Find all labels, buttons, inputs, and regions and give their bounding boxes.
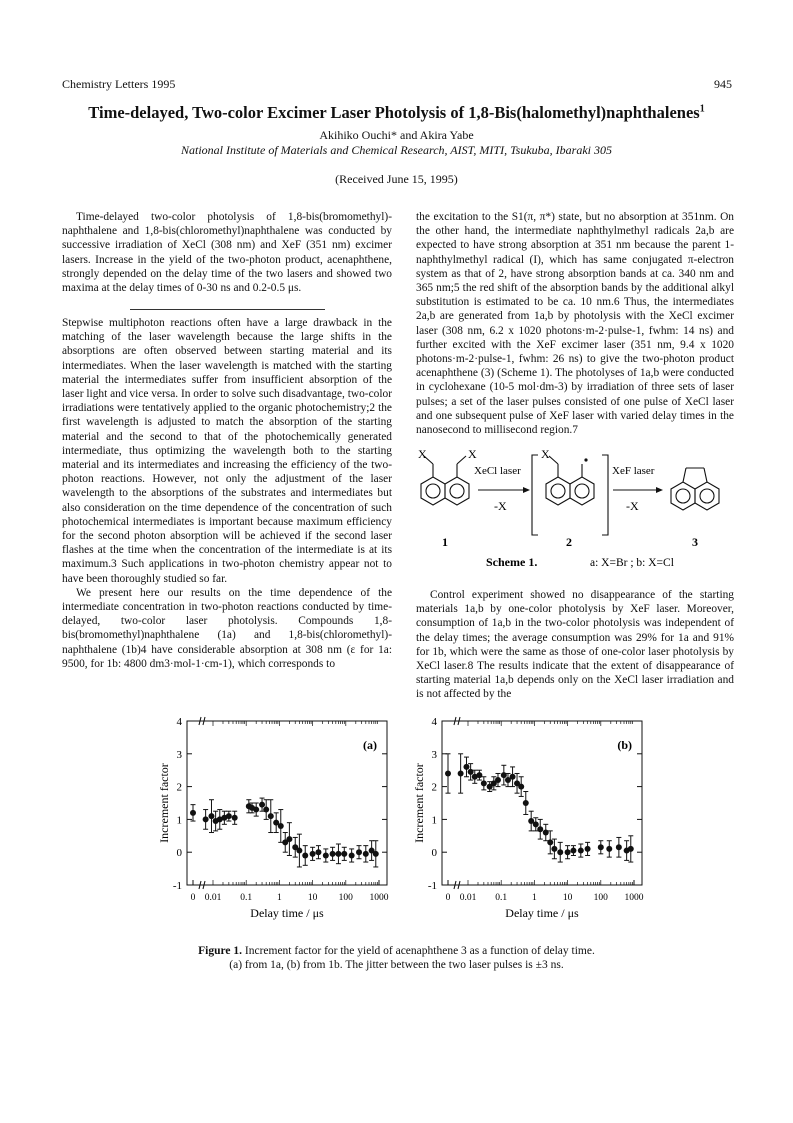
left-paragraph-1: Stepwise multiphoton reactions often have a large drawback in the matching of the laser wavelength because the large shifts in the absorptions are often observed between starting material and its intermediates. When the laser wavelength is matched with the starting material the intermediates suffer from insufficient absorption of the laser light and vice versa. In order to solve such disadvantage, two-color irradiations were tentatively applied to the organic photochemistry;2 the first wavelength is adjusted to match the absorption of the starting material and the second to that of the photochemically generated intermediate, thus optimizing the wavelength both to the starting material and its intermediates and increasing the efficiency of the two-photon reactions. However, not only the adjustment of the laser wavelength to the absorptions of the substrates and intermediates but also consideration on the time dependence of the concentration of such photochemical intermediates is important because maximum efficiency for the second photon absorption will be achieved if the second laser flashes at the time when the concentration of the intermediate is at its maximum.3 Such applications in two-photon chemistry appear not to have been thoroughly studied so far. — [62, 317, 392, 585]
y-tick-label: 0 — [176, 847, 182, 860]
y-axis-label: Increment factor — [157, 763, 171, 843]
data-point — [565, 849, 571, 855]
received-date: (Received June 15, 1995) — [335, 172, 458, 186]
data-point — [278, 823, 284, 829]
data-point — [547, 839, 553, 845]
right-column-top — [416, 210, 734, 437]
molecule-2 — [546, 456, 594, 505]
y-tick-label: 1 — [176, 814, 182, 827]
x-tick-label: 1 — [532, 893, 537, 903]
data-point — [537, 826, 543, 832]
article-title: Time-delayed, Two-color Excimer Laser Photolysis of 1,8-Bis(halomethyl)naphthalenes$^1$ — [88, 103, 705, 122]
y-tick-label: 2 — [176, 781, 182, 794]
loss-x-label: -X — [494, 499, 507, 513]
data-point — [481, 780, 487, 786]
data-point — [310, 851, 316, 857]
bracket-right — [602, 455, 608, 535]
figure-caption — [0, 944, 793, 972]
affiliation: National Institute of Materials and Chemical Research, AIST, MITI, Tsukuba, Ibaraki 305 — [181, 143, 612, 157]
page-number: 945 — [714, 77, 732, 91]
x-tick-label: 0.01 — [204, 893, 222, 903]
figure-1a-chart — [155, 715, 395, 930]
x-tick-label: 100 — [338, 893, 353, 903]
left-paragraph-2: We present here our results on the time dependence of the intermediate concentration in two-photon reactions conducted by time-delayed, two-color laser photolysis. Compounds 1,8-bis(bromomethyl)naphthalene (1a) and 1,8-bis(chloromethyl)-naphthalene (1b)4 have considerable absorption at 308 nm (ε for 1a: 9500, for 1b: 4800 dm3·mol-1·cm-1), which corresponds to — [62, 586, 392, 670]
left-body — [62, 316, 392, 671]
data-point — [349, 852, 355, 858]
data-point — [253, 807, 259, 813]
compound-1-label: 1 — [442, 535, 448, 549]
scheme-legend: a: X=Br ; b: X=Cl — [590, 557, 674, 569]
data-point — [315, 849, 321, 855]
data-point — [263, 807, 269, 813]
xef-laser-label: XeF laser — [612, 465, 655, 477]
abstract: Time-delayed two-color photolysis of 1,8-bis(bromomethyl)-naphthalene and 1,8-bis(chloromethyl)naphthalene was conducted by successive irradiation of XeCl (308 nm) and XeF (351 nm) excimer lasers. Increase in the yield of the two-photon product, acenaphthene, strongly depended on the delay time of the two lasers and showed two maxima at the delay times of 0-30 ns and 0.2-0.5 μs. — [62, 211, 392, 295]
x-tick-label: 1000 — [369, 893, 389, 903]
data-point — [356, 849, 362, 855]
molecule-1 — [421, 456, 469, 505]
data-point — [495, 777, 501, 783]
data-point — [259, 802, 265, 808]
figure-1b-chart — [410, 715, 650, 930]
data-point — [445, 770, 451, 776]
scheme-caption: Scheme 1. — [486, 555, 538, 569]
data-point — [268, 813, 274, 819]
data-point — [335, 851, 341, 857]
data-point — [458, 770, 464, 776]
data-point — [551, 846, 557, 852]
x-tick-label: 1 — [277, 893, 282, 903]
data-point — [323, 852, 329, 858]
x-tick-label: 0 — [190, 893, 196, 903]
x-tick-label: 100 — [593, 893, 608, 903]
data-point — [518, 784, 524, 790]
data-point — [598, 844, 604, 850]
molecule-3 — [671, 468, 719, 510]
plot-frame — [187, 721, 387, 885]
data-point — [578, 848, 584, 854]
y-tick-label: -1 — [427, 880, 437, 892]
compound-2-label: 2 — [566, 535, 572, 549]
y-tick-label: 3 — [176, 748, 182, 761]
left-column — [62, 210, 392, 295]
x-tick-label: 10 — [307, 893, 318, 903]
figure-caption-line-1: Increment factor for the yield of acenaphthene 3 as a function of delay time. — [244, 945, 595, 957]
abstract-divider — [130, 309, 325, 310]
data-point — [628, 846, 634, 852]
scheme-x-label: X — [468, 450, 477, 461]
data-point — [208, 813, 214, 819]
x-tick-label: 1000 — [624, 893, 644, 903]
data-point — [533, 821, 539, 827]
panel-label: (a) — [363, 738, 377, 752]
data-point — [232, 815, 238, 821]
xecl-laser-label: XeCl laser — [474, 465, 521, 477]
data-point — [510, 774, 516, 780]
data-point — [341, 851, 347, 857]
data-point — [363, 851, 369, 857]
loss-x-label: -X — [626, 499, 639, 513]
x-axis-label: Delay time / μs — [250, 906, 324, 920]
x-tick-label: 0.01 — [459, 893, 477, 903]
scheme-1 — [398, 450, 738, 575]
data-point — [190, 810, 196, 816]
scheme-x-label: X — [418, 450, 427, 461]
y-tick-label: 1 — [431, 814, 437, 827]
authors: Akihiko Ouchi* and Akira Yabe — [319, 128, 474, 142]
panel-label: (b) — [617, 738, 632, 752]
x-tick-label: 0 — [445, 893, 451, 903]
right-column-bottom — [416, 588, 734, 702]
y-tick-label: 2 — [431, 781, 437, 794]
data-point — [296, 848, 302, 854]
data-point — [606, 846, 612, 852]
data-point — [463, 764, 469, 770]
y-tick-label: 3 — [431, 748, 437, 761]
data-point — [286, 836, 292, 842]
x-tick-label: 0.1 — [495, 893, 508, 903]
data-point — [203, 816, 209, 822]
y-tick-label: 4 — [431, 716, 437, 728]
data-point — [330, 851, 336, 857]
y-axis-label: Increment factor — [412, 763, 426, 843]
right-paragraph-2: Control experiment showed no disappearance of the starting materials 1a,b by one-color photolysis by XeF laser. Moreover, consumption of 1a,b in the two-color photolysis was independent of the delay times; the average consumption was 29% for 1a and 91% for 1b, which were the same as those of one-color laser photolysis by XeCl laser.8 The results indicate that the extent of disappearance of starting material 1a,b depends only on the XeCl laser irradiation and is not affected by the — [416, 589, 734, 701]
journal-name: Chemistry Letters 1995 — [62, 77, 176, 91]
scheme-x-label: X — [541, 450, 550, 461]
data-point — [523, 800, 529, 806]
data-point — [302, 852, 308, 858]
data-point — [585, 846, 591, 852]
x-tick-label: 0.1 — [240, 893, 253, 903]
data-point — [570, 848, 576, 854]
y-tick-label: 0 — [431, 847, 437, 860]
bracket-left — [532, 455, 538, 535]
data-point — [616, 844, 622, 850]
y-tick-label: -1 — [172, 880, 182, 892]
y-tick-label: 4 — [176, 716, 182, 728]
figure-caption-label: Figure 1. — [198, 945, 243, 957]
figure-caption-line-2: (a) from 1a, (b) from 1b. The jitter between the two laser pulses is ±3 ns. — [229, 959, 564, 971]
compound-3-label: 3 — [692, 535, 698, 549]
x-tick-label: 10 — [562, 893, 573, 903]
x-axis-label: Delay time / μs — [505, 906, 579, 920]
data-point — [557, 849, 563, 855]
data-point — [226, 813, 232, 819]
data-point — [373, 851, 379, 857]
plot-frame — [442, 721, 642, 885]
radical-dot — [584, 458, 587, 461]
right-paragraph-1: the excitation to the S1(π, π*) state, but no absorption at 351nm. On the other hand, the intermediate naphthylmethyl radicals 2a,b are expected to have strong absorption at 351 nm because the parent 1-naphthylmethyl radical (I), which has same conjugated π-electron system as that of 2, have strong absorption bands at ca. 340 nm and 365 nm;5 the red shift of the absorption bands by the additional alkyl substitution is estimated to be ca. 10 nm.6 Thus, the intermediates 2a,b are generated from 1a,b by photolysis with the XeCl excimer laser (308 nm, 6.2 x 1020 photons·m-2·pulse-1, fwhm: 14 ns) and further excited with the XeF excimer laser (351 nm, 9.4 x 1020 photons·m-2·pulse-1, fwhm: 26 ns) to give the two-photon product acenaphthene (3) (Scheme 1). The photolyses of 1a,b were conducted in cyclohexane (10-5 mol·dm-3) by irradiation of three sets of laser pulses; a set of the laser pulses consisted of one pulse of XeCl laser and one subsequent pulse of XeF laser with varied delay times in the nanosecond to millisecond region.7 — [416, 211, 734, 437]
